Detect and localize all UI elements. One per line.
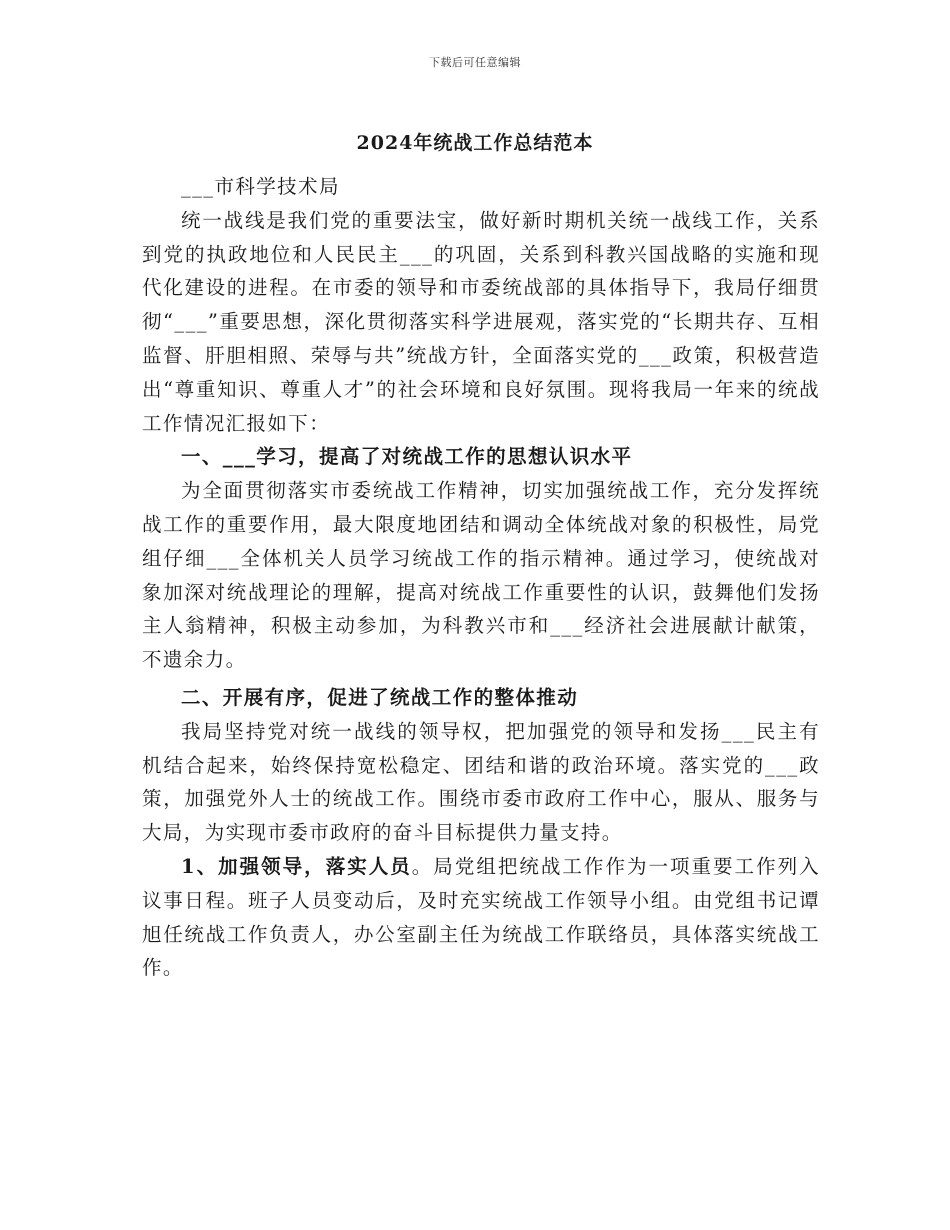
section-2-heading: 二、开展有序，促进了统战工作的整体推动 <box>181 685 579 709</box>
header-note: 下载后可任意编辑 <box>429 56 521 69</box>
intro-paragraph: 统一战线是我们党的重要法宝，做好新时期机关统一战线工作，关系到党的执政地位和人民民主___的巩固，关系到科教兴国战略的实施和现代化建设的进程。在市委的领导和市委统战部的具体指导下，我局仔细贯彻“___”重要思想，深化贯彻落实科学进展观，落实党的“长期共存、互相监督、肝胆相照、荣辱与共”统战方针，全面落实党的___政策，积极营造出“尊重知识、尊重人才”的社会环境和良好氛围。现将我局一年来的统战工作情况汇报如下： <box>142 208 820 435</box>
section-1-heading: 一、___学习，提高了对统战工作的思想认识水平 <box>181 445 633 469</box>
section-1-paragraph: 为全面贯彻落实市委统战工作精神，切实加强统战工作，充分发挥统战工作的重要作用，最大限度地团结和调动全体统战对象的积极性，局党组仔细___全体机关人员学习统战工作的指示精神。通过学习，使统战对象加深对统战理论的理解，提高对统战工作重要性的认识，鼓舞他们发扬主人翁精神，积极主动参加，为科教兴市和___经济社会进展献计献策，不遗余力。 <box>142 479 820 672</box>
item-1-lead: 1、加强领导，落实人员 <box>181 854 412 878</box>
organization-line: ___市科学技术局 <box>181 175 340 198</box>
document-title: 2024年统战工作总结范本 <box>356 132 594 154</box>
item-1-text: 。局党组把统战工作作为一项重要工作列入议事日程。班子人员变动后，及时充实统战工作领导小组。由党组书记谭旭任统战工作负责人，办公室副主任为统战工作联络员，具体落实统战工作。 <box>142 854 821 980</box>
document-body <box>142 170 820 985</box>
section-2-item-1 <box>142 850 820 985</box>
section-2-paragraph: 我局坚持党对统一战线的领导权，把加强党的领导和发扬___民主有机结合起来，始终保持宽松稳定、团结和谐的政治环境。落实党的___政策，加强党外人士的统战工作。围绕市委市政府工作中心，服从、服务与大局，为实现市委市政府的奋斗目标提供力量支持。 <box>142 719 820 845</box>
